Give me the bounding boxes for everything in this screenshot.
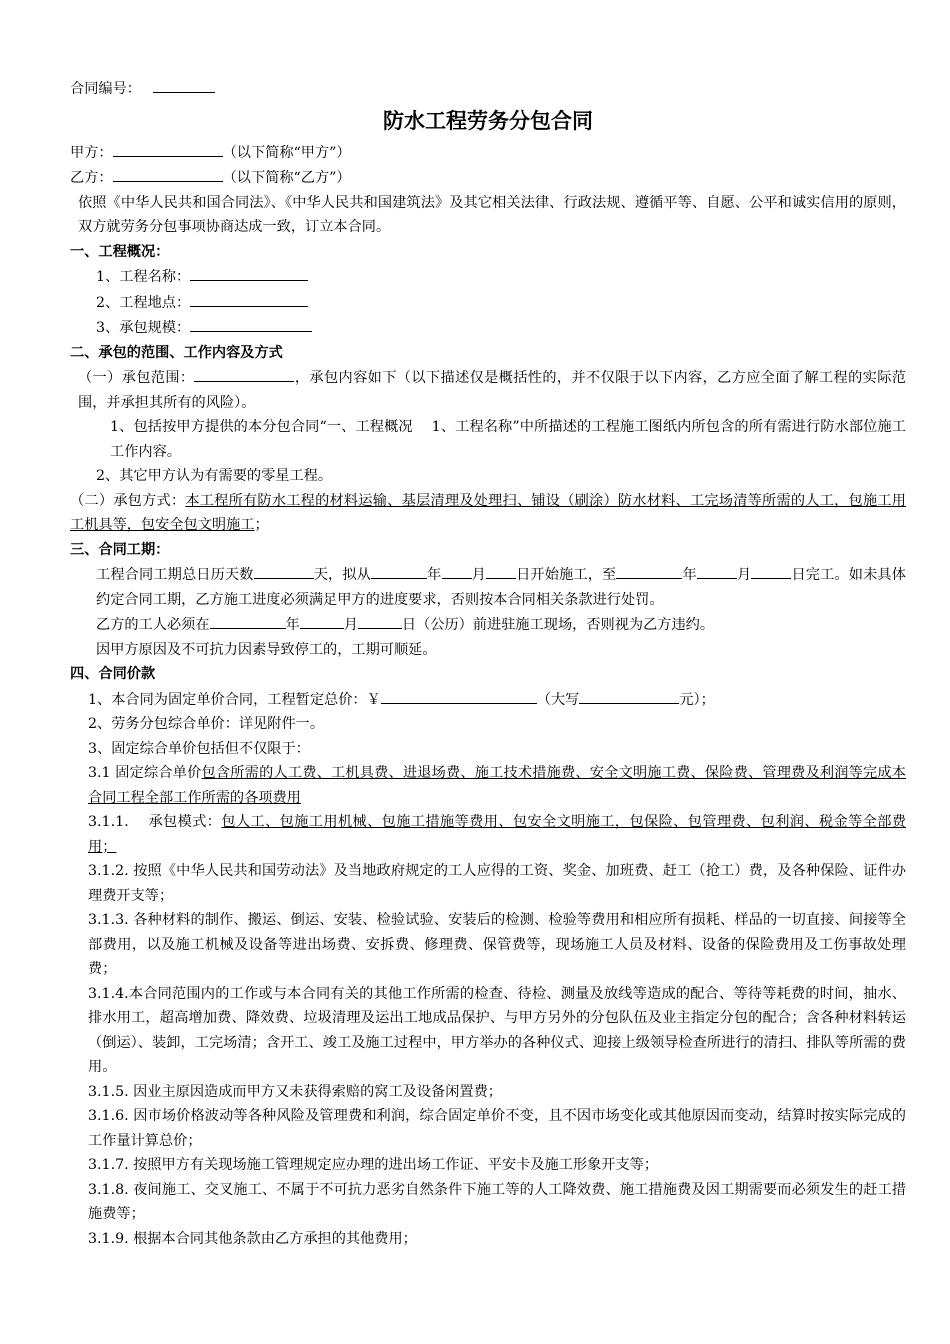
entry-end-text: 日（公历）前进驻施工现场，否则视为乙方违约。: [401, 617, 715, 633]
end-month-label: 月: [736, 567, 752, 583]
duration-days-blank: [254, 562, 314, 579]
party-a-blank: [113, 140, 223, 157]
end-month-blank: [697, 562, 737, 579]
clause-3-1-7: 3.1.7. 按照甲方有关现场施工管理规定应办理的进出场工作证、平安卡及施工形象开支等；: [88, 1157, 659, 1173]
party-a-line: [70, 140, 906, 166]
entry-year-blank: [210, 612, 286, 629]
project-name-line: [70, 264, 906, 290]
contract-number-blank: [153, 76, 215, 93]
delay-paragraph: 因甲方原因及不可抗力因素导致停工的，工期可顺延。: [96, 641, 437, 658]
clause-3-1-3: 3.1.3. 各种材料的制作、搬运、倒运、安装、检验试验、安装后的检测、检验等费用和相应所有损耗、样品的一切直接、间接等全部费用，以及施工机械及设备等进出场费、安拆费、修理费、保管费等，现场施工人员及材料、设备的保险费用及工伤事故处理费；: [88, 912, 906, 977]
price-words-blank: [579, 687, 679, 704]
document-title: 防水工程劳务分包合同: [383, 108, 593, 133]
entry-paragraph: [70, 612, 906, 638]
entry-day-blank: [358, 612, 402, 629]
method-end: ；: [254, 517, 269, 533]
party-a-note: （以下简称“甲方”）: [222, 144, 351, 161]
method-paragraph: [70, 489, 906, 538]
entry-month-label: 月: [343, 617, 358, 633]
duration-from-label: 天，拟从: [313, 567, 372, 583]
scope-item-2: 2、其它甲方认为有需要的零星工程。: [96, 468, 333, 484]
intro-paragraph: 依照《中华人民共和国合同法》、《中华人民共和国建筑法》及其它相关法律、行政法规、遵循平等、自愿、公平和诚实信用的原则，双方就劳务分包事项协商达成一致，订立本合同。: [78, 194, 906, 235]
entry-label: 乙方的工人必须在: [96, 617, 210, 633]
clause-3-1-5: 3.1.5. 因业主原因造成而甲方又未获得索赔的窝工及设备闲置费；: [88, 1083, 502, 1100]
start-month-blank: [442, 562, 472, 579]
clause-3-1-1-text: 包人工、包施工用机械、包施工措施等费用、包安全文明施工，包保险、包管理费、包利润、税金等全部费用；: [88, 814, 906, 855]
price-words-label: （大写: [536, 691, 580, 708]
section-1-heading: 一、工程概况：: [70, 243, 170, 260]
price-unit-line: 2、劳务分包综合单价：详见附件一。: [88, 716, 325, 732]
project-location-line: [70, 290, 906, 316]
project-name-blank: [190, 264, 308, 281]
scope-text: ，承包内容如下（以下描述仅是概括性的，并不仅限于以下内容，乙方应全面了解工程的实际范围，并承担其所有的风险）。: [78, 370, 906, 411]
clause-3-1-8: 3.1.8. 夜间施工、交叉施工、不属于不可抗力恶劣自然条件下施工等的人工降效费、施工措施费及因工期需要而必须发生的赶工措施费等；: [88, 1181, 906, 1222]
clause-3-1-6: 3.1.6. 因市场价格波动等各种风险及管理费和利润，综合固定单价不变，且不因市场变化或其他原因而变动，结算时按实际完成的工作量计算总价；: [88, 1108, 906, 1149]
start-day-label: 日开始施工，至: [515, 567, 617, 583]
price-total-line: [70, 687, 906, 713]
end-year-blank: [616, 562, 682, 579]
method-text: 本工程所有防水工程的材料运输、基层清理及处理扫、铺设（刷涂）防水材料、工完场清等所需的人工，包施工用工机具等，包安全包文明施工: [70, 492, 906, 533]
entry-year-label: 年: [285, 617, 300, 633]
project-scale-line: [70, 315, 906, 341]
duration-label: 工程合同工期总日历天数: [96, 567, 254, 583]
scope-label: （一）承包范围：: [78, 370, 195, 386]
clause-3-1-4: 3.1.4.本合同范围内的工作或与本合同有关的其他工作所需的检查、待检、测量及放线等造成的配合、等待等耗费的时间，抽水、排水用工，超高增加费、降效费、垃圾清理及运出工地成品保护、与甲方另外的分包队伍及业主指定分包的配合；含各种材料转运（倒运）、装卸，工完场清；含开工、竣工及施工过程中，甲方举办的各种仪式、迎接上级领导检查所进行的清扫、排队等所需的费用。: [88, 985, 906, 1075]
start-month-label: 月: [471, 567, 486, 583]
price-unit-label: 元）；: [679, 691, 715, 708]
project-name-label: 1、工程名称：: [96, 269, 191, 285]
end-day-blank: [751, 562, 791, 579]
clause-3-1-9: 3.1.9. 根据本合同其他条款由乙方承担的其他费用；: [88, 1230, 417, 1247]
price-includes-line: 3、固定综合单价包括但不仅限于：: [88, 740, 310, 757]
start-year-label: 年: [427, 567, 442, 583]
project-location-blank: [190, 290, 308, 307]
project-scale-label: 3、承包规模：: [96, 320, 191, 336]
party-a-label: 甲方：: [70, 144, 113, 161]
party-b-label: 乙方：: [70, 170, 113, 186]
entry-month-blank: [300, 612, 344, 629]
section-3-heading: 三、合同工期：: [70, 541, 170, 558]
project-scale-blank: [190, 315, 312, 332]
end-year-label: 年: [682, 567, 697, 583]
clause-3-1-label: 3.1 固定综合单价: [88, 765, 202, 781]
scope-blank: [194, 365, 294, 382]
start-day-blank: [486, 562, 516, 579]
section-4-heading: 四、合同价款: [70, 666, 156, 682]
party-b-blank: [113, 165, 223, 182]
clause-3-1: [70, 761, 906, 810]
duration-paragraph: [70, 562, 906, 612]
clause-3-1-1: [70, 810, 906, 859]
clause-3-1-1-label: 3.1.1. 承包模式：: [88, 814, 222, 830]
contract-number-line: [70, 76, 906, 102]
party-b-note: （以下简称“乙方”）: [222, 170, 351, 186]
party-b-line: [70, 165, 906, 191]
scope-paragraph: [70, 365, 906, 415]
start-year-blank: [371, 562, 427, 579]
project-location-label: 2、工程地点：: [96, 294, 191, 311]
price-total-label: 1、本合同为固定单价合同，工程暂定总价：￥: [88, 691, 381, 708]
clause-3-1-text: 包含所需的人工费、工机具费、进退场费、施工技术措施费、安全文明施工费、保险费、管理费及利润等完成本合同工程全部工作所需的各项费用: [88, 765, 906, 806]
scope-item-1: 1、包括按甲方提供的本分包合同“一、工程概况 1、工程名称”中所描述的工程施工图纸内所包含的所有需进行防水部位施工工作内容。: [110, 419, 906, 460]
clause-3-1-2: 3.1.2. 按照《中华人民共和国劳动法》及当地政府规定的工人应得的工资、奖金、加班费、赶工（抢工）费，及各种保险、证件办理费开支等；: [88, 863, 906, 904]
duration-end-text: 日完工。如未具体约定合同工期，乙方施工进度必须满足甲方的进度要求，否则按本合同相关条款进行处罚。: [96, 567, 906, 608]
price-total-blank: [381, 687, 537, 704]
method-label: （二）承包方式：: [70, 492, 186, 509]
contract-number-label: 合同编号：: [70, 81, 141, 97]
section-2-heading: 二、承包的范围、工作内容及方式: [70, 344, 283, 361]
